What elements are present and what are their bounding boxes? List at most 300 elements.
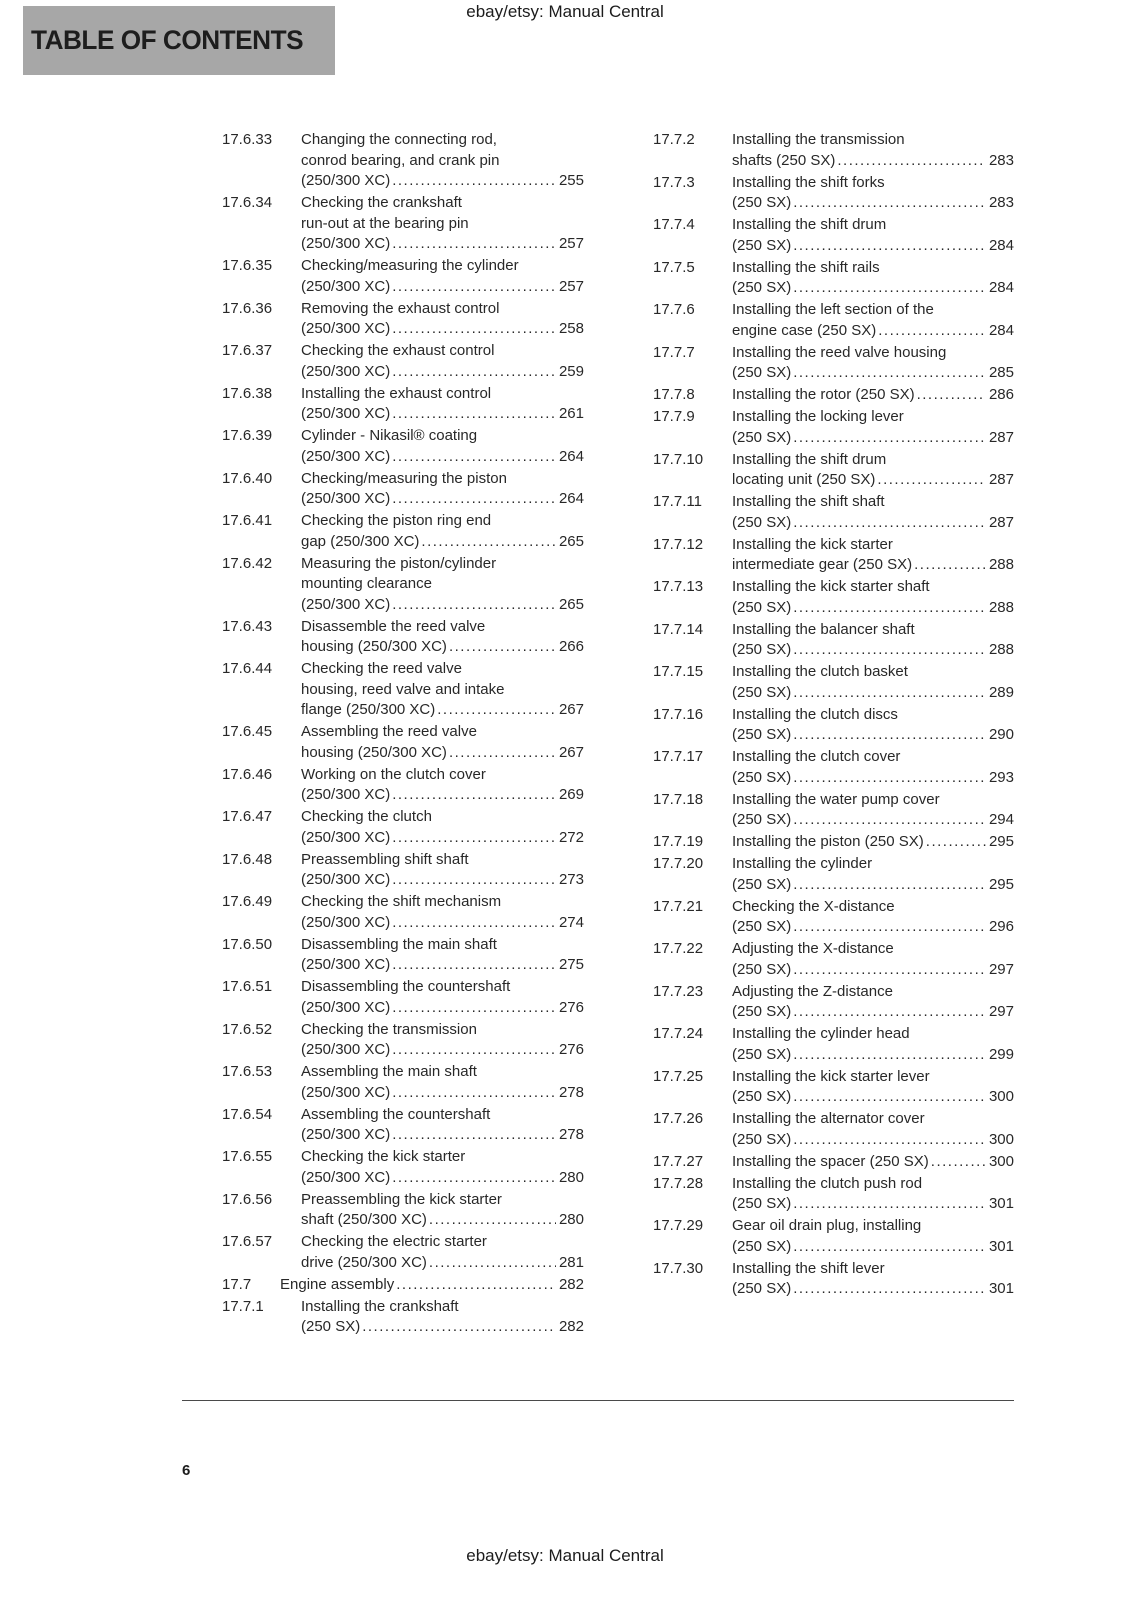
toc-entry-number: 17.6.46 — [222, 765, 273, 783]
toc-title-line: Checking the clutch — [301, 808, 432, 825]
toc-entry[interactable] — [222, 130, 584, 192]
toc-entry[interactable] — [653, 492, 1014, 533]
toc-title-last-line — [301, 404, 584, 425]
toc-entry-number: 17.6.51 — [222, 978, 273, 995]
toc-title-text: (250/300 XC) — [301, 913, 391, 931]
toc-title-line: Installing the water pump cover — [732, 790, 940, 808]
toc-entry[interactable] — [222, 384, 584, 425]
toc-entry-number: 17.7.10 — [653, 450, 704, 468]
toc-title-last-line — [301, 913, 584, 934]
toc-entry[interactable] — [653, 385, 1014, 406]
toc-title-line: Installing the locking lever — [732, 408, 904, 425]
toc-entry[interactable] — [653, 215, 1014, 256]
dot-leader — [392, 998, 556, 1019]
dot-leader — [793, 960, 986, 981]
toc-entry[interactable] — [222, 299, 584, 340]
toc-entry-page: 265 — [558, 595, 584, 613]
toc-entry-number: 17.6.48 — [222, 850, 273, 868]
toc-entry-number: 17.6.36 — [222, 299, 273, 317]
toc-title-line: Installing the shift drum — [732, 216, 887, 233]
toc-title-last-line — [732, 363, 1014, 384]
toc-title-text: (250/300 XC) — [301, 1126, 391, 1143]
toc-entry-title — [732, 620, 1014, 661]
dot-leader — [914, 555, 986, 576]
toc-entry[interactable] — [222, 765, 584, 806]
toc-title-last-line — [301, 870, 584, 891]
toc-entry[interactable] — [222, 1105, 584, 1146]
toc-entry[interactable] — [222, 659, 584, 721]
toc-entry-title — [732, 535, 1014, 576]
toc-entry-number: 17.7.20 — [653, 855, 704, 872]
dot-leader — [392, 447, 556, 468]
toc-title-last-line — [732, 768, 1014, 789]
toc-entry[interactable] — [222, 1062, 584, 1103]
toc-entry-title — [732, 300, 1014, 341]
toc-entry[interactable] — [653, 662, 1014, 703]
toc-title-last-line — [301, 171, 584, 192]
toc-entry-title — [732, 1174, 1014, 1215]
toc-entry[interactable] — [222, 1147, 584, 1188]
toc-title-text: flange (250/300 XC) — [301, 701, 436, 718]
dot-leader — [793, 1130, 986, 1151]
toc-title-line: Installing the balancer shaft — [732, 620, 915, 638]
dot-leader — [392, 404, 556, 425]
toc-entry[interactable] — [653, 939, 1014, 980]
toc-title-text: (250 SX) — [732, 279, 792, 296]
toc-entry[interactable] — [222, 554, 584, 616]
toc-entry-page: 297 — [988, 1003, 1014, 1020]
toc-title-text: Installing the piston (250 SX) — [732, 833, 924, 850]
toc-entry-title — [732, 1109, 1014, 1150]
toc-title-text: (250 SX) — [732, 1195, 792, 1212]
toc-entry[interactable] — [653, 747, 1014, 788]
toc-title-last-line — [732, 193, 1014, 214]
toc-title-line: Installing the shift drum — [732, 450, 887, 468]
toc-entry-page: 297 — [988, 960, 1014, 978]
toc-entry[interactable] — [222, 850, 584, 891]
toc-entry-title — [732, 790, 1014, 831]
toc-entry[interactable] — [222, 1190, 584, 1231]
toc-title-line: Installing the clutch discs — [732, 705, 898, 723]
toc-entry[interactable] — [653, 1152, 1014, 1173]
toc-entry-number: 17.7.22 — [653, 940, 704, 957]
toc-title-line: Assembling the countershaft — [301, 1105, 491, 1123]
toc-entry[interactable] — [222, 1232, 584, 1273]
toc-entry-number: 17.7.7 — [653, 343, 695, 361]
toc-title-last-line — [732, 278, 1014, 299]
toc-title-last-line — [301, 489, 584, 510]
toc-entry[interactable] — [653, 130, 1014, 171]
toc-entry-number: 17.6.34 — [222, 194, 273, 211]
toc-title-text: (250/300 XC) — [301, 828, 391, 846]
toc-title-last-line — [301, 1210, 584, 1231]
toc-title-text: (250/300 XC) — [301, 235, 391, 252]
toc-entry[interactable] — [653, 1109, 1014, 1150]
toc-entry-title — [301, 765, 584, 806]
toc-title-last-line — [732, 470, 1014, 491]
toc-entry-number: 17.6.50 — [222, 935, 273, 953]
toc-entry[interactable] — [653, 407, 1014, 448]
toc-entry-number: 17.6.44 — [222, 660, 273, 677]
toc-title-line: Installing the left section of the — [732, 301, 934, 318]
toc-entry[interactable] — [222, 977, 584, 1018]
toc-title-text: (250/300 XC) — [301, 405, 391, 422]
toc-entry[interactable] — [222, 256, 584, 297]
dot-leader — [793, 1045, 986, 1066]
dot-leader — [437, 700, 556, 721]
toc-title-text: (250/300 XC) — [301, 595, 391, 613]
toc-entry-page: 294 — [988, 811, 1014, 828]
toc-title-line: Installing the shift shaft — [732, 493, 885, 510]
dot-leader — [429, 1253, 556, 1274]
toc-entry-number: 17.6.35 — [222, 257, 273, 274]
toc-entry-number: 17.7.12 — [653, 535, 704, 553]
toc-title-text: (250 SX) — [732, 364, 792, 381]
toc-entry-title — [732, 854, 1014, 895]
toc-title-text: (250 SX) — [732, 1237, 792, 1255]
document-header-title: ebay/etsy: Manual Central — [466, 2, 664, 21]
toc-title-line: Installing the clutch push rod — [732, 1174, 923, 1192]
table-of-contents-banner — [23, 6, 335, 75]
toc-entry-page: 284 — [988, 321, 1014, 339]
toc-entry[interactable] — [653, 343, 1014, 384]
toc-entry-title — [301, 977, 584, 1018]
toc-entry-page: 267 — [558, 701, 584, 718]
toc-title-last-line — [301, 277, 584, 298]
dot-leader — [793, 598, 986, 619]
toc-entry[interactable] — [222, 426, 584, 467]
dot-leader — [793, 917, 986, 938]
dot-leader — [392, 277, 556, 298]
toc-entry-title — [301, 659, 584, 721]
toc-entry[interactable] — [222, 511, 584, 552]
toc-entry-number: 17.6.33 — [222, 131, 273, 148]
toc-title-last-line — [732, 1194, 1014, 1215]
toc-entry-title — [732, 1024, 1014, 1065]
toc-title-text: Installing the spacer (250 SX) — [732, 1152, 929, 1170]
toc-entry-page: 259 — [558, 362, 584, 380]
toc-entry-page: 299 — [988, 1045, 1014, 1063]
toc-entry-title — [732, 407, 1014, 448]
toc-entry-page: 282 — [558, 1275, 584, 1293]
toc-title-last-line — [732, 428, 1014, 449]
toc-title-line: Checking the transmission — [301, 1020, 477, 1038]
toc-entry-title — [301, 892, 584, 933]
toc-title-line: Adjusting the Z-distance — [732, 982, 893, 1000]
toc-title-text: (250/300 XC) — [301, 447, 391, 465]
toc-entry[interactable] — [222, 1020, 584, 1061]
toc-title-line: Installing the kick starter lever — [732, 1067, 930, 1085]
toc-entry[interactable] — [653, 300, 1014, 341]
toc-entry-page: 283 — [988, 194, 1014, 211]
toc-entry[interactable] — [653, 705, 1014, 746]
dot-leader — [392, 1083, 556, 1104]
toc-title-line: Installing the reed valve housing — [732, 343, 947, 361]
dot-leader — [392, 870, 556, 891]
dot-leader — [392, 595, 556, 616]
toc-entry[interactable] — [222, 807, 584, 848]
toc-title-last-line — [732, 875, 1014, 896]
toc-entry-page: 300 — [988, 1130, 1014, 1148]
toc-title-line: conrod bearing, and crank pin — [301, 151, 500, 169]
toc-title-last-line — [301, 234, 584, 255]
toc-title-line: mounting clearance — [301, 575, 432, 592]
toc-entry-number: 17.6.55 — [222, 1148, 273, 1165]
toc-entry[interactable] — [222, 892, 584, 933]
toc-title-line: Changing the connecting rod, — [301, 131, 497, 148]
dot-leader — [793, 278, 986, 299]
toc-entry-number: 17.6.41 — [222, 512, 273, 529]
toc-title-line: Adjusting the X-distance — [732, 940, 894, 957]
toc-entry-number: 17.7.14 — [653, 620, 704, 638]
toc-title-text: (250 SX) — [732, 726, 792, 743]
dot-leader — [793, 1194, 986, 1215]
toc-entry[interactable] — [653, 1216, 1014, 1257]
toc-entry-title — [732, 343, 1014, 384]
toc-entry-page: 282 — [558, 1318, 584, 1335]
toc-title-line: Removing the exhaust control — [301, 299, 500, 317]
dot-leader — [392, 1168, 556, 1189]
toc-title-last-line — [301, 743, 584, 764]
toc-entry-number: 17.7.3 — [653, 173, 695, 191]
toc-title-line: Checking/measuring the cylinder — [301, 257, 519, 274]
toc-title-text: (250 SX) — [732, 1045, 792, 1063]
toc-title-line: Gear oil drain plug, installing — [732, 1217, 922, 1234]
dot-leader — [793, 640, 986, 661]
toc-title-line: Checking the shift mechanism — [301, 893, 502, 910]
toc-entry-title — [732, 450, 1014, 491]
toc-entry-page: 300 — [988, 1152, 1014, 1170]
toc-entry-page: 264 — [558, 447, 584, 465]
toc-entry-number: 17.6.49 — [222, 893, 273, 910]
toc-entry-title — [732, 492, 1014, 533]
toc-title-text: (250 SX) — [732, 768, 792, 786]
toc-title-text: (250 SX) — [301, 1318, 361, 1335]
toc-entry[interactable] — [653, 450, 1014, 491]
toc-right-column — [653, 130, 1014, 1339]
toc-entry-number: 17.7.28 — [653, 1174, 704, 1192]
dot-leader — [793, 1279, 986, 1300]
toc-entry[interactable] — [653, 790, 1014, 831]
dot-leader — [917, 385, 986, 406]
toc-title-line: Disassembling the main shaft — [301, 935, 497, 953]
dot-leader — [793, 810, 986, 831]
toc-entry[interactable] — [653, 1067, 1014, 1108]
toc-entry[interactable] — [653, 535, 1014, 576]
toc-title-text: (250 SX) — [732, 1280, 792, 1297]
toc-title-text: (250/300 XC) — [301, 956, 391, 973]
toc-entry[interactable] — [653, 982, 1014, 1023]
toc-entry[interactable] — [222, 617, 584, 658]
toc-title-text: intermediate gear (250 SX) — [732, 556, 913, 573]
toc-entry-title — [301, 384, 584, 425]
toc-entry-page: 285 — [988, 364, 1014, 381]
toc-title-text: (250 SX) — [732, 1003, 792, 1020]
toc-entry-page: 272 — [558, 828, 584, 846]
toc-entry[interactable] — [222, 341, 584, 382]
toc-entry[interactable] — [653, 1259, 1014, 1300]
toc-entry-page: 301 — [988, 1280, 1014, 1297]
toc-entry-title — [301, 1062, 584, 1103]
toc-entry-number: 17.6.42 — [222, 554, 273, 572]
toc-entry[interactable] — [653, 854, 1014, 895]
toc-entry-page: 266 — [558, 638, 584, 655]
toc-entry-page: 290 — [988, 726, 1014, 743]
toc-entry-page: 273 — [558, 871, 584, 888]
toc-title-line: Checking the crankshaft — [301, 194, 462, 211]
toc-title-last-line — [301, 828, 584, 849]
toc-title-text: (250 SX) — [732, 641, 792, 658]
toc-entry[interactable] — [222, 193, 584, 255]
toc-title-text: locating unit (250 SX) — [732, 471, 876, 488]
toc-entry-title — [301, 1105, 584, 1146]
toc-entry[interactable] — [222, 469, 584, 510]
toc-entry-page: 274 — [558, 913, 584, 931]
toc-entry-title — [301, 807, 584, 848]
toc-entry-title — [301, 1297, 584, 1338]
toc-entry[interactable] — [222, 935, 584, 976]
toc-title-line: Cylinder - Nikasil® coating — [301, 427, 478, 444]
toc-entry-number: 17.7.18 — [653, 790, 704, 808]
toc-title-line: Installing the shift lever — [732, 1259, 885, 1277]
toc-title-text: (250 SX) — [732, 513, 792, 531]
toc-entry-page: 284 — [988, 236, 1014, 254]
toc-entry[interactable] — [653, 1024, 1014, 1065]
toc-entry-title — [301, 426, 584, 467]
toc-entry[interactable] — [653, 577, 1014, 618]
toc-entry-number: 17.6.37 — [222, 342, 273, 359]
toc-title-line: Installing the shift rails — [732, 258, 880, 276]
toc-title-last-line — [301, 955, 584, 976]
dot-leader — [392, 955, 556, 976]
toc-entry-title — [732, 897, 1014, 938]
toc-entry-page: 288 — [988, 598, 1014, 616]
toc-entry-title — [301, 1147, 584, 1188]
toc-entry-page: 278 — [558, 1126, 584, 1143]
toc-entry[interactable] — [653, 173, 1014, 214]
toc-entry-number: 17.7.11 — [653, 493, 702, 510]
toc-entry-title — [301, 193, 584, 255]
toc-entry-number: 17.7 — [222, 1275, 252, 1293]
toc-entry-page: 265 — [558, 532, 584, 550]
toc-entry-page: 283 — [988, 151, 1014, 169]
dot-leader — [793, 193, 986, 214]
dot-leader — [793, 1237, 986, 1258]
toc-title-line: Checking/measuring the piston — [301, 469, 507, 487]
toc-entry[interactable] — [653, 832, 1014, 853]
toc-title-last-line — [301, 362, 584, 383]
toc-entry[interactable] — [222, 1297, 584, 1338]
toc-title-line: housing, reed valve and intake — [301, 680, 505, 698]
toc-entry-number: 17.7.9 — [653, 408, 695, 425]
toc-entry-title — [732, 705, 1014, 746]
toc-title-text: (250 SX) — [732, 598, 792, 616]
toc-title-line: Installing the crankshaft — [301, 1297, 459, 1315]
toc-entry-page: 255 — [558, 172, 584, 189]
dot-leader — [793, 1002, 986, 1023]
toc-title-last-line — [301, 1083, 584, 1104]
toc-entry-page: 281 — [558, 1253, 584, 1271]
toc-entry-title — [732, 577, 1014, 618]
toc-title-line: Measuring the piston/cylinder — [301, 554, 497, 572]
toc-title-last-line — [732, 513, 1014, 534]
dot-leader — [793, 236, 986, 257]
dot-leader — [392, 319, 556, 340]
dot-leader — [837, 151, 986, 172]
toc-left-column — [222, 130, 584, 1339]
toc-title-line: Checking the kick starter — [301, 1148, 466, 1165]
toc-title-text: (250 SX) — [732, 428, 792, 446]
toc-entry[interactable] — [653, 897, 1014, 938]
toc-entry-page: 301 — [988, 1195, 1014, 1212]
toc-entry-title — [732, 982, 1014, 1023]
dot-leader — [793, 428, 986, 449]
toc-title-text: (250/300 XC) — [301, 362, 391, 380]
toc-title-text: (250 SX) — [732, 683, 792, 701]
toc-entry[interactable] — [653, 258, 1014, 299]
toc-title-text: (250/300 XC) — [301, 1083, 391, 1101]
toc-title-line: Disassembling the countershaft — [301, 978, 511, 995]
toc-entry-page: 301 — [988, 1237, 1014, 1255]
toc-entry-page: 276 — [558, 998, 584, 1016]
toc-title-last-line — [301, 595, 584, 616]
toc-entry[interactable] — [653, 620, 1014, 661]
toc-entry-number: 17.6.40 — [222, 469, 273, 487]
toc-title-last-line — [732, 960, 1014, 981]
toc-title-text: (250 SX) — [732, 236, 792, 254]
toc-entry-title — [732, 662, 1014, 703]
toc-entry[interactable] — [222, 722, 584, 763]
page-number: 6 — [182, 1462, 191, 1479]
toc-entry-number: 17.6.56 — [222, 1190, 273, 1208]
toc-entry-title — [732, 1216, 1014, 1257]
toc-entry-page: 276 — [558, 1041, 584, 1058]
toc-entry-number: 17.6.53 — [222, 1063, 273, 1080]
toc-entry-title — [301, 935, 584, 976]
toc-title-last-line — [301, 1040, 584, 1061]
toc-entry-title — [301, 554, 584, 616]
dot-leader — [926, 832, 986, 853]
toc-title-last-line — [732, 1152, 1014, 1173]
toc-title-last-line — [732, 1045, 1014, 1066]
toc-title-line: run-out at the bearing pin — [301, 214, 469, 232]
dot-leader — [392, 1040, 556, 1061]
toc-entry[interactable] — [653, 1174, 1014, 1215]
toc-title-last-line — [301, 319, 584, 340]
toc-title-last-line — [732, 810, 1014, 831]
toc-entry[interactable] — [222, 1275, 584, 1296]
toc-title-text: (250/300 XC) — [301, 320, 391, 337]
toc-entry-title — [732, 173, 1014, 214]
toc-entry-title — [301, 511, 584, 552]
toc-entry-page: 264 — [558, 490, 584, 507]
toc-entry-page: 287 — [988, 513, 1014, 531]
toc-title-line: Installing the clutch basket — [732, 663, 908, 680]
toc-title-text: (250 SX) — [732, 194, 792, 211]
toc-entry-page: 288 — [988, 556, 1014, 573]
toc-entry-page: 261 — [558, 405, 584, 422]
toc-title-text: (250/300 XC) — [301, 277, 391, 295]
toc-title-line: Checking the reed valve — [301, 660, 462, 677]
toc-title-text: (250/300 XC) — [301, 1168, 391, 1186]
toc-entry-number: 17.7.30 — [653, 1259, 704, 1277]
toc-title-last-line — [732, 151, 1014, 172]
toc-entry-title — [301, 850, 584, 891]
toc-title-text: (250 SX) — [732, 918, 792, 935]
toc-title-last-line — [732, 1130, 1014, 1151]
toc-entry-number: 17.7.19 — [653, 833, 704, 850]
toc-entry-page: 257 — [558, 277, 584, 295]
